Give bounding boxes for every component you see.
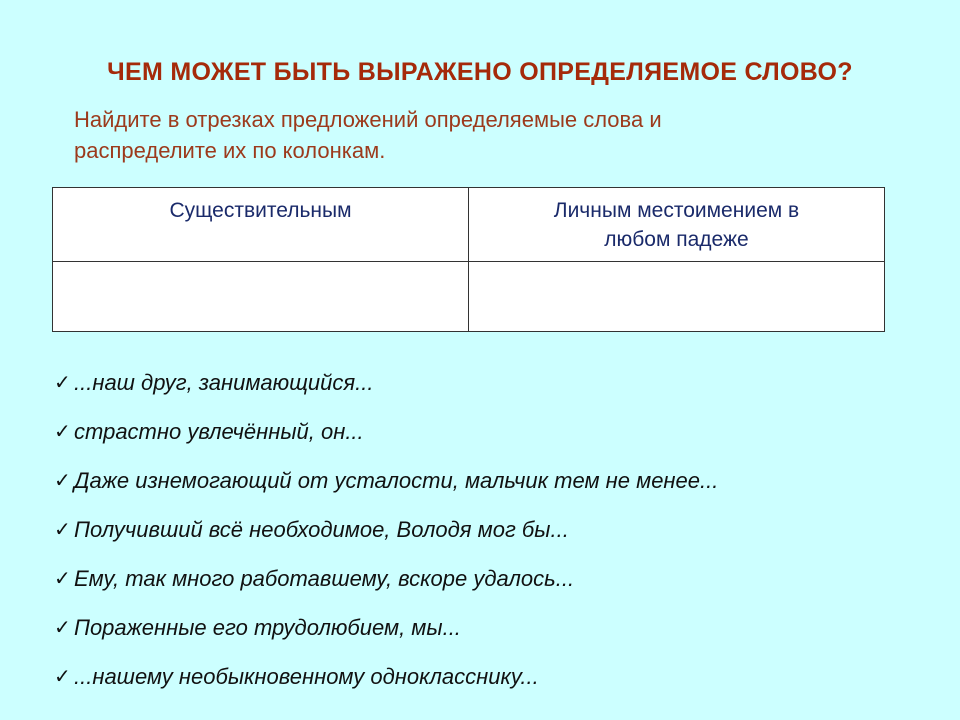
checkmark-icon: ✓ <box>54 666 71 688</box>
sentence-fragments-list <box>54 369 934 712</box>
list-item <box>54 614 934 663</box>
list-item-text: Пораженные его трудолюбием, мы... <box>74 615 461 640</box>
list-item-text: Ему, так много работавшему, вскоре удалось... <box>74 566 575 591</box>
header-cell-noun: Существительным <box>53 188 469 261</box>
list-item-text: ...нашему необыкновенному однокласснику... <box>74 664 539 689</box>
list-item <box>54 516 934 565</box>
checkmark-icon: ✓ <box>54 617 71 639</box>
checkmark-icon: ✓ <box>54 470 71 492</box>
list-item-text: Даже изнемогающий от усталости, мальчик тем не менее... <box>74 468 719 493</box>
list-item <box>54 369 934 418</box>
checkmark-icon: ✓ <box>54 421 71 443</box>
list-item-text: Получивший всё необходимое, Володя мог бы... <box>74 517 569 542</box>
slide-title: ЧЕМ МОЖЕТ БЫТЬ ВЫРАЖЕНО ОПРЕДЕЛЯЕМОЕ СЛОВО? <box>107 58 853 86</box>
instruction-line-1: Найдите в отрезках предложений определяемые слова и <box>74 107 662 132</box>
checkmark-icon: ✓ <box>54 372 71 394</box>
list-item <box>54 663 934 712</box>
header-cell-pronoun-line-1: Личным местоимением в <box>553 199 800 222</box>
list-item-text: ...наш друг, занимающийся... <box>74 370 374 395</box>
header-cell-pronoun-line-2: любом падеже <box>604 228 749 251</box>
list-item <box>54 467 934 516</box>
answer-cell-pronoun[interactable] <box>469 262 884 332</box>
header-cell-pronoun <box>469 188 884 261</box>
list-item <box>54 418 934 467</box>
table-answer-row <box>53 262 884 332</box>
list-item-text: страстно увлечённый, он... <box>74 419 364 444</box>
list-item <box>54 565 934 614</box>
checkmark-icon: ✓ <box>54 519 71 541</box>
table-header-row <box>53 188 884 262</box>
classification-table <box>52 187 885 332</box>
answer-cell-noun[interactable] <box>53 262 469 332</box>
instruction-text <box>74 104 854 166</box>
checkmark-icon: ✓ <box>54 568 71 590</box>
instruction-line-2: распределите их по колонкам. <box>74 138 386 163</box>
